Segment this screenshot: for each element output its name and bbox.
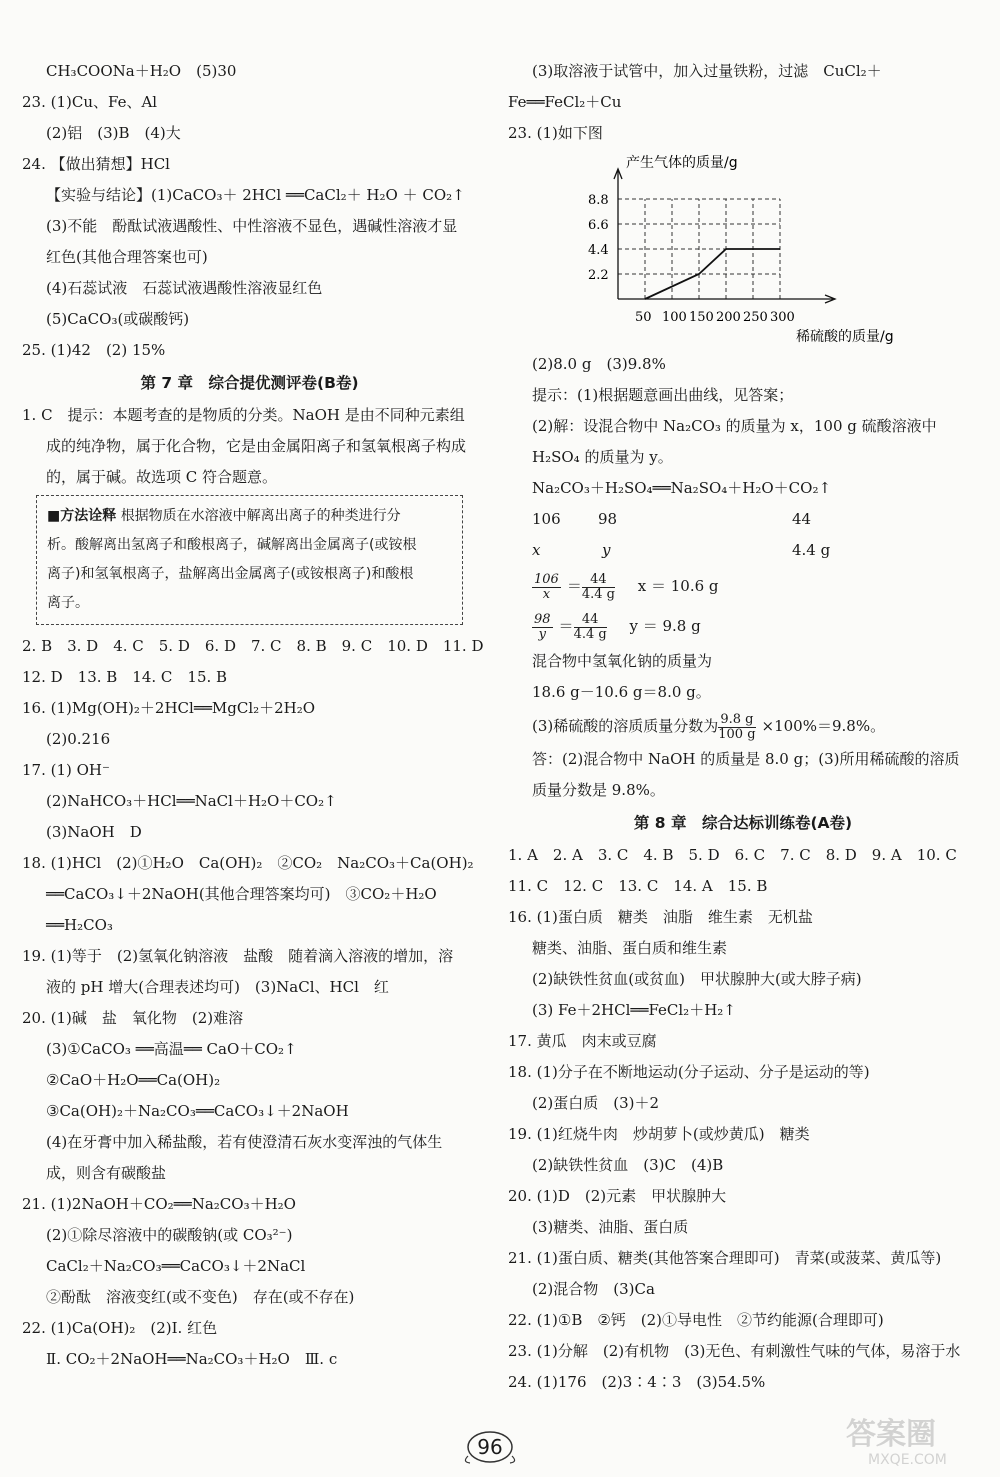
answer-line: 【实验与结论】(1)CaCO₃＋ 2HCl ══CaCl₂＋ H₂O ＋ CO₂↑ <box>46 186 465 204</box>
chart-x-tick-label: 100 <box>662 310 687 325</box>
watermark-logo-icon <box>838 1410 988 1470</box>
calc-value: 106 <box>532 510 561 528</box>
gas-mass-chart <box>508 149 978 349</box>
calc-value: y <box>602 541 611 559</box>
section-title: 第 8 章 综合达标训练卷(A卷) <box>633 814 853 832</box>
answer-line: 糖类、油脂、蛋白质和维生素 <box>532 939 728 957</box>
answer-line: 11. C 12. C 13. C 14. A 15. B <box>508 877 768 895</box>
answer-line: 提示：(1)根据题意画出曲线，见答案； <box>532 386 794 404</box>
answer-line: 成的纯净物，属于化合物，它是由金属阳离子和氢氧根离子构成 <box>46 437 467 455</box>
answer-line: (3)糖类、油脂、蛋白质 <box>532 1218 689 1236</box>
fraction: $\frac{98}{y}$ <box>534 611 551 642</box>
calc-value: 4.4 g <box>792 541 831 559</box>
page-number: 96 <box>460 1430 520 1464</box>
answer-line: (2)0.216 <box>46 730 111 748</box>
answer-line: 19. (1)等于 (2)氢氧化钠溶液 盐酸 随着滴入溶液的增加，溶 <box>22 947 454 965</box>
answer-line: (3)NaOH D <box>46 823 142 841</box>
answer-line: 18. (1)HCl (2)①H₂O Ca(OH)₂ ②CO₂ Na₂CO₃＋Ca(OH)₂ <box>22 854 474 872</box>
fraction: $\frac{9.8 g}{100 g}$ <box>718 711 756 742</box>
answer-line: ②CaO＋H₂O══Ca(OH)₂ <box>46 1071 221 1089</box>
answer-line: 的，属于碱。故选项 C 符合题意。 <box>46 468 278 486</box>
answer-line: Fe══FeCl₂＋Cu <box>508 93 622 111</box>
chart-ylabel: 产生气体的质量/g <box>626 155 738 171</box>
calc-value: 98 <box>598 510 618 528</box>
answer-line: 23. (1)Cu、Fe、Al <box>22 93 158 111</box>
answer-line: H₂SO₄ 的质量为 y。 <box>532 448 673 466</box>
chart-x-tick-label: 300 <box>770 310 795 325</box>
answer-line: ══H₂CO₃ <box>46 916 113 934</box>
answer-line: (2)缺铁性贫血 (3)C (4)B <box>532 1156 724 1174</box>
fraction: $\frac{44}{4.4 g}$ <box>581 571 615 602</box>
answer-line: 16. (1)蛋白质 糖类 油脂 维生素 无机盐 <box>508 908 813 926</box>
answer-line: ②酚酞 溶液变红(或不变色) 存在(或不存在) <box>46 1288 355 1306</box>
answer-line: 22. (1)Ca(OH)₂ (2)Ⅰ. 红色 <box>22 1319 218 1337</box>
answer-line: 24. (1)176 (2)3∶4∶3 (3)54.5% <box>508 1373 766 1391</box>
answer-line: 成，则含有碳酸盐 <box>46 1164 167 1182</box>
method-note-line: 离子)和氢氧根离子，盐解离出金属离子(或铵根离子)和酸根 <box>47 566 414 582</box>
fraction: $\frac{44}{4.4 g}$ <box>573 611 607 642</box>
answer-line: 20. (1)碱 盐 氧化物 (2)难溶 <box>22 1009 244 1027</box>
answer-line: 答：(2)混合物中 NaOH 的质量是 8.0 g；(3)所用稀硫酸的溶质 <box>532 750 960 768</box>
fraction: $\frac{106}{x}$ <box>534 571 559 602</box>
answer-line: (5)CaCO₃(或碳酸钙) <box>46 310 190 328</box>
answer-line: (2)蛋白质 (3)＋2 <box>532 1094 660 1112</box>
answer-line: 17. 黄瓜 肉末或豆腐 <box>508 1032 657 1050</box>
answer-line: (2)缺铁性贫血(或贫血) 甲状腺肿大(或大脖子病) <box>532 970 862 988</box>
left-column <box>22 56 484 1375</box>
method-note-box <box>36 495 463 625</box>
answer-line: (4)在牙膏中加入稀盐酸，若有使澄清石灰水变浑浊的气体生 <box>46 1133 443 1151</box>
answer-line: 16. (1)Mg(OH)₂＋2HCl══MgCl₂＋2H₂O <box>22 699 316 717</box>
answer-line: (2)铝 (3)B (4)大 <box>46 124 181 142</box>
svg-text:MXQE.COM: MXQE.COM <box>868 1452 947 1468</box>
proportion-equation: $\frac{98}{y}$ ＝ $\frac{44}{4.4 g}$ y ＝ 9.8 g <box>534 611 701 642</box>
method-note-line: 析。酸解离出氢离子和酸根离子，碱解离出金属离子(或铵根 <box>47 537 417 553</box>
watermark-logo <box>838 1410 988 1470</box>
answer-line: (3) Fe＋2HCl══FeCl₂＋H₂↑ <box>532 1001 736 1019</box>
chart-y-tick-label: 4.4 <box>588 243 609 258</box>
answer-line: (2)①除尽溶液中的碳酸钠(或 CO₃²⁻) <box>46 1226 293 1244</box>
proportion-equation: $\frac{106}{x}$ ＝ $\frac{44}{4.4 g}$ x ＝ 10.6 g <box>534 571 719 602</box>
answer-line: 液的 pH 增大(合理表述均可) (3)NaCl、HCl 红 <box>46 978 389 996</box>
answer-line: 24. 【做出猜想】HCl <box>22 155 170 173</box>
answer-line: (3)取溶液于试管中，加入过量铁粉，过滤 CuCl₂＋ <box>532 62 882 80</box>
chart-x-tick-label: 50 <box>635 310 652 325</box>
answer-line <box>508 708 978 744</box>
chart-y-tick-label: 6.6 <box>588 218 609 233</box>
answer-line: 18. (1)分子在不断地运动(分子运动、分子是运动的等) <box>508 1063 870 1081</box>
method-note-tag: ■方法诠释 <box>47 508 117 524</box>
answer-line: CH₃COONa＋H₂O (5)30 <box>46 62 237 80</box>
answer-line: 21. (1)2NaOH＋CO₂══Na₂CO₃＋H₂O <box>22 1195 296 1213</box>
answer-line: (4)石蕊试液 石蕊试液遇酸性溶液显红色 <box>46 279 323 297</box>
answer-line: 17. (1) OH⁻ <box>22 761 110 779</box>
answer-line: 2. B 3. D 4. C 5. D 6. D 7. C 8. B 9. C 10. D 11. D <box>22 637 484 655</box>
text: (3)稀硫酸的溶质质量分数为 <box>532 717 719 735</box>
method-note-line: 根据物质在水溶液中解离出离子的种类进行分 <box>120 508 401 524</box>
answer-line: 1. A 2. A 3. C 4. B 5. D 6. C 7. C 8. D 9. A 10. C <box>508 846 957 864</box>
answer-line: ══CaCO₃↓＋2NaOH(其他合理答案均可) ③CO₂＋H₂O <box>46 885 437 903</box>
answer-line: 18.6 g－10.6 g＝8.0 g。 <box>532 683 711 701</box>
answer-line: CaCl₂＋Na₂CO₃══CaCO₃↓＋2NaCl <box>46 1257 306 1275</box>
answer-line: (2)8.0 g (3)9.8% <box>532 355 666 373</box>
answer-line: 19. (1)红烧牛肉 炒胡萝卜(或炒黄瓜) 糖类 <box>508 1125 810 1143</box>
calc-value: x <box>532 541 541 559</box>
chart-svg <box>508 149 978 349</box>
answer-line: 23. (1)如下图 <box>508 124 603 142</box>
answer-line: Ⅱ. CO₂＋2NaOH══Na₂CO₃＋H₂O Ⅲ. c <box>46 1350 338 1368</box>
right-column <box>508 56 978 1398</box>
calc-value: 44 <box>792 510 812 528</box>
calc-row <box>508 504 978 535</box>
answer-line: 22. (1)①B ②钙 (2)①导电性 ②节约能源(合理即可) <box>508 1311 884 1329</box>
answer-line: (3)①CaCO₃ ══高温══ CaO＋CO₂↑ <box>46 1040 297 1058</box>
answer-line: 混合物中氢氧化钠的质量为 <box>532 652 713 670</box>
result: y ＝ 9.8 g <box>629 617 701 635</box>
answer-line: 质量分数是 9.8%。 <box>532 781 665 799</box>
answer-line: (2)解：设混合物中 Na₂CO₃ 的质量为 x，100 g 硫酸溶液中 <box>532 417 937 435</box>
chart-y-tick-label: 2.2 <box>588 268 609 283</box>
answer-line: (2)混合物 (3)Ca <box>532 1280 655 1298</box>
chart-x-tick-label: 250 <box>743 310 768 325</box>
method-note-line: 离子。 <box>47 595 89 611</box>
chart-x-tick-label: 150 <box>689 310 714 325</box>
answer-line: (2)NaHCO₃＋HCl══NaCl＋H₂O＋CO₂↑ <box>46 792 337 810</box>
answer-line: 21. (1)蛋白质、糖类(其他答案合理即可) 青菜(或菠菜、黄瓜等) <box>508 1249 942 1267</box>
answer-line: ③Ca(OH)₂＋Na₂CO₃══CaCO₃↓＋2NaOH <box>46 1102 349 1120</box>
answer-line: (3)不能 酚酞试液遇酸性、中性溶液不显色，遇碱性溶液才显 <box>46 217 458 235</box>
text: ×100%＝9.8%。 <box>761 717 886 735</box>
chart-x-tick-label: 200 <box>716 310 741 325</box>
answer-line: 红色(其他合理答案也可) <box>46 248 208 266</box>
svg-text:答案圈: 答案圈 <box>846 1417 936 1452</box>
section-title: 第 7 章 综合提优测评卷(B卷) <box>140 374 359 392</box>
calc-row <box>508 535 978 566</box>
answer-line: 12. D 13. B 14. C 15. B <box>22 668 228 686</box>
chart-y-tick-label: 8.8 <box>588 193 609 208</box>
result: x ＝ 10.6 g <box>637 577 719 595</box>
answer-line: 25. (1)42 (2) 15% <box>22 341 166 359</box>
answer-line: Na₂CO₃＋H₂SO₄══Na₂SO₄＋H₂O＋CO₂↑ <box>532 479 832 497</box>
answer-line: 1. C 提示：本题考查的是物质的分类。NaOH 是由不同种元素组 <box>22 406 465 424</box>
answer-line: 20. (1)D (2)元素 甲状腺肿大 <box>508 1187 727 1205</box>
chart-xlabel: 稀硫酸的质量/g <box>796 329 894 345</box>
answer-line: 23. (1)分解 (2)有机物 (3)无色、有刺激性气味的气体，易溶于水 <box>508 1342 961 1360</box>
